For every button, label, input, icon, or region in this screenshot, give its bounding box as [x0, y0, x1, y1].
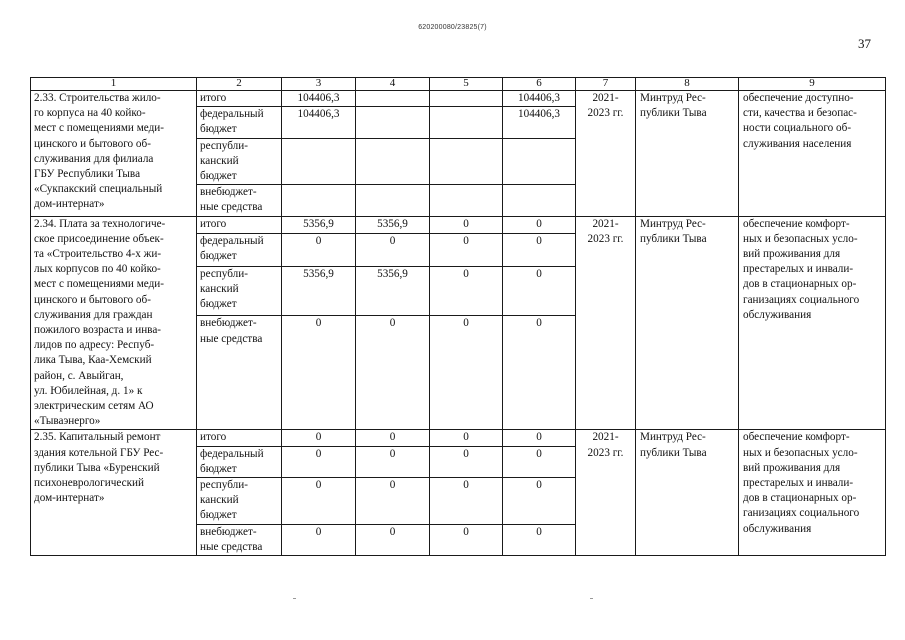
- amount-total: 104406,3: [282, 91, 356, 107]
- amount-total: 0: [282, 478, 356, 525]
- scan-speck: [590, 598, 593, 599]
- amount-2022: 0: [430, 524, 503, 555]
- funding-source: итого: [197, 91, 282, 107]
- amount-2021: 5356,9: [356, 216, 430, 233]
- measure-description: 2.34. Плата за технологиче- ское присоединение объек- та «Строительство 4-х жи- лых корпусов по 40 койко- мест с помещениями меди- цинского и бытового об- служивания для граждан пожилого возраста и инва- лидов по адресу: Респуб- лика Тыва, Каа-Хемский район, с. Авыйган, ул. Юбилейная, д. 1» к электрическим сетям АО «Тываэнерго»: [31, 216, 197, 430]
- amount-2022: 0: [430, 216, 503, 233]
- column-number: 2: [197, 78, 282, 91]
- amount-2021: 0: [356, 430, 430, 446]
- amount-2023: 0: [503, 446, 576, 477]
- amount-total: 0: [282, 446, 356, 477]
- column-number: 8: [636, 78, 739, 91]
- funding-source: внебюджет- ные средства: [197, 185, 282, 216]
- amount-2023: 104406,3: [503, 107, 576, 138]
- column-number: 4: [356, 78, 430, 91]
- expected-result: обеспечение комфорт- ных и безопасных усло- вий проживания для престарелых и инвали- дов в стационарных ор- ганизациях социального обслуживания: [739, 430, 886, 556]
- amount-2023: 0: [503, 216, 576, 233]
- funding-source: внебюджет- ные средства: [197, 524, 282, 555]
- implementation-period: 2021- 2023 гг.: [576, 91, 636, 217]
- amount-2021: 0: [356, 233, 430, 266]
- amount-2021: 0: [356, 478, 430, 525]
- column-number: 5: [430, 78, 503, 91]
- responsible-executor: Минтруд Рес- публики Тыва: [636, 430, 739, 556]
- amount-2023: 104406,3: [503, 91, 576, 107]
- amount-2023: [503, 138, 576, 185]
- amount-2022: [430, 107, 503, 138]
- amount-total: 0: [282, 524, 356, 555]
- measure-description: 2.35. Капитальный ремонт здания котельной ГБУ Рес- публики Тыва «Буренский психоневрологический дом-интернат»: [31, 430, 197, 556]
- expected-result: обеспечение комфорт- ных и безопасных усло- вий проживания для престарелых и инвали- дов в стационарных ор- ганизациях социального обслуживания: [739, 216, 886, 430]
- column-number-row: [31, 78, 886, 91]
- amount-2023: 0: [503, 430, 576, 446]
- amount-total: 0: [282, 233, 356, 266]
- funding-source: федеральный бюджет: [197, 107, 282, 138]
- document-id: 620200080/23825(7): [418, 24, 487, 31]
- amount-2023: 0: [503, 478, 576, 525]
- funding-source: республи- канский бюджет: [197, 478, 282, 525]
- amount-2021: [356, 91, 430, 107]
- amount-2022: 0: [430, 430, 503, 446]
- funding-source: федеральный бюджет: [197, 446, 282, 477]
- amount-2023: [503, 185, 576, 216]
- funding-source: республи- канский бюджет: [197, 267, 282, 316]
- expected-result: обеспечение доступно- сти, качества и безопас- ности социального об- служивания населения: [739, 91, 886, 217]
- amount-total: [282, 185, 356, 216]
- amount-2021: [356, 107, 430, 138]
- amount-2022: 0: [430, 316, 503, 430]
- table-row: [31, 430, 886, 446]
- responsible-executor: Минтруд Рес- публики Тыва: [636, 216, 739, 430]
- amount-2023: 0: [503, 316, 576, 430]
- funding-source: итого: [197, 216, 282, 233]
- amount-2021: 0: [356, 524, 430, 555]
- amount-2022: 0: [430, 233, 503, 266]
- implementation-period: 2021- 2023 гг.: [576, 430, 636, 556]
- column-number: 6: [503, 78, 576, 91]
- funding-source: внебюджет- ные средства: [197, 316, 282, 430]
- amount-total: 0: [282, 316, 356, 430]
- table-row: [31, 216, 886, 233]
- program-measures-table: [30, 77, 886, 556]
- amount-2022: [430, 185, 503, 216]
- table-row: [31, 91, 886, 107]
- amount-total: 5356,9: [282, 216, 356, 233]
- funding-source: федеральный бюджет: [197, 233, 282, 266]
- implementation-period: 2021- 2023 гг.: [576, 216, 636, 430]
- page-number: 37: [858, 36, 871, 51]
- amount-2021: 5356,9: [356, 267, 430, 316]
- amount-total: [282, 138, 356, 185]
- amount-2023: 0: [503, 233, 576, 266]
- amount-2022: [430, 91, 503, 107]
- amount-2021: [356, 185, 430, 216]
- scan-speck: [293, 598, 296, 599]
- amount-2021: 0: [356, 446, 430, 477]
- amount-2022: 0: [430, 446, 503, 477]
- amount-2022: 0: [430, 478, 503, 525]
- measure-description: 2.33. Строительства жило- го корпуса на 40 койко- мест с помещениями меди- цинского и бытового об- служивания для филиала ГБУ Республики Тыва «Сукпакский специальный дом-интернат»: [31, 91, 197, 217]
- funding-source: республи- канский бюджет: [197, 138, 282, 185]
- responsible-executor: Минтруд Рес- публики Тыва: [636, 91, 739, 217]
- column-number: 3: [282, 78, 356, 91]
- amount-total: 0: [282, 430, 356, 446]
- column-number: 7: [576, 78, 636, 91]
- amount-total: 104406,3: [282, 107, 356, 138]
- amount-2023: 0: [503, 267, 576, 316]
- amount-2022: 0: [430, 267, 503, 316]
- amount-2023: 0: [503, 524, 576, 555]
- amount-2022: [430, 138, 503, 185]
- column-number: 1: [31, 78, 197, 91]
- funding-source: итого: [197, 430, 282, 446]
- amount-2021: [356, 138, 430, 185]
- amount-total: 5356,9: [282, 267, 356, 316]
- column-number: 9: [739, 78, 886, 91]
- amount-2021: 0: [356, 316, 430, 430]
